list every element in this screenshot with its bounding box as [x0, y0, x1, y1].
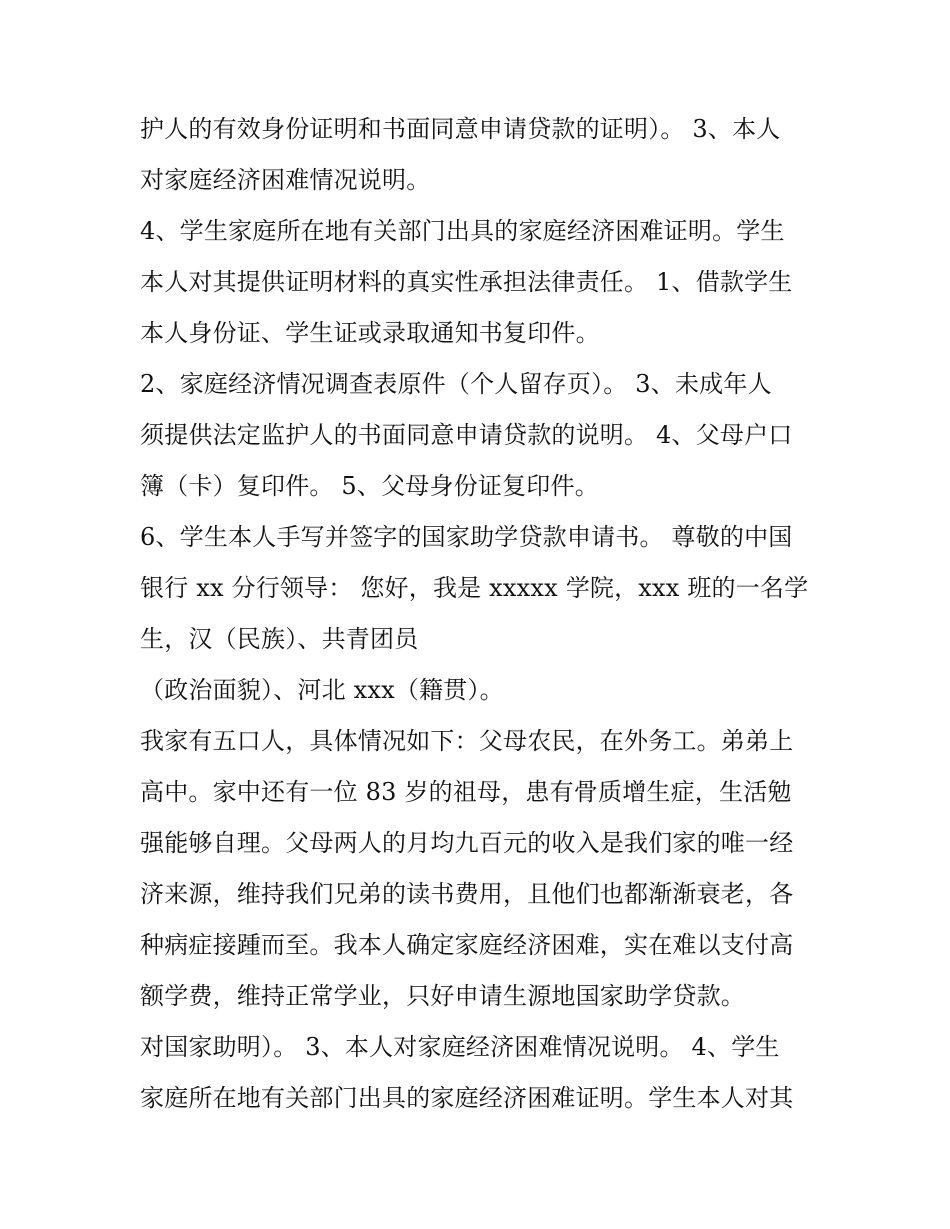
text-line: 对家庭经济困难情况说明。 — [140, 166, 431, 194]
text-line: 家庭所在地有关部门出具的家庭经济困难证明。学生本人对其 — [140, 1084, 794, 1112]
text-line: 济来源，维持我们兄弟的读书费用，且他们也都渐渐衰老，各 — [140, 880, 794, 908]
text-line: 2、家庭经济情况调查表原件（个人留存页）。 3、未成年人 — [140, 370, 772, 398]
text-line: 生，汉（民族）、共青团员 — [140, 625, 419, 653]
text-line: 额学费，维持正常学业，只好申请生源地国家助学贷款。 — [140, 982, 745, 1010]
text-line: 4、学生家庭所在地有关部门出具的家庭经济困难证明。学生 — [140, 217, 785, 245]
text-line: 我家有五口人，具体情况如下：父母农民，在外务工。弟弟上 — [140, 727, 794, 755]
text-line: 强能够自理。父母两人的月均九百元的收入是我们家的唯一经 — [140, 829, 794, 857]
text-line: 对国家助明）。 3、本人对家庭经济困难情况说明。 4、学生 — [140, 1033, 780, 1061]
text-line: 种病症接踵而至。我本人确定家庭经济困难，实在难以支付高 — [140, 931, 794, 959]
text-line: 护人的有效身份证明和书面同意申请贷款的证明）。 3、本人 — [140, 115, 781, 143]
text-line: 银行 xx 分行领导： 您好，我是 xxxxx 学院，xxx 班的一名学 — [140, 574, 809, 602]
text-line: 本人身份证、学生证或录取通知书复印件。 — [140, 319, 600, 347]
text-line: （政治面貌）、河北 xxx（籍贯）。 — [140, 676, 504, 704]
text-line: 高中。家中还有一位 83 岁的祖母，患有骨质增生症，生活勉 — [140, 778, 792, 806]
text-line: 须提供法定监护人的书面同意申请贷款的说明。 4、父母户口 — [140, 421, 793, 449]
text-line: 簿（卡）复印件。 5、父母身份证复印件。 — [140, 472, 599, 500]
document-body — [140, 104, 820, 1124]
text-line: 6、学生本人手写并签字的国家助学贷款申请书。 尊敬的中国 — [140, 523, 793, 551]
text-line: 本人对其提供证明材料的真实性承担法律责任。 1、借款学生 — [140, 268, 793, 296]
